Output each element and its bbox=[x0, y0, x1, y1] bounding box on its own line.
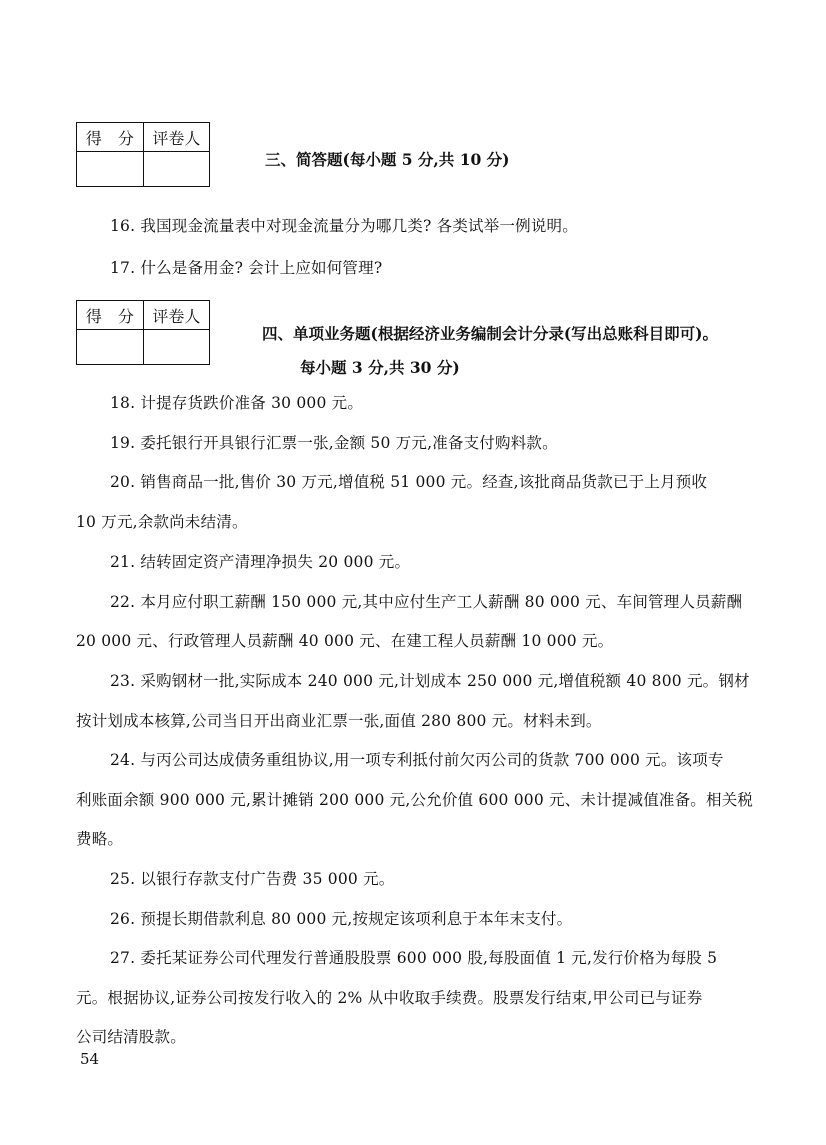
score-header: 得 分 bbox=[77, 123, 144, 152]
score-box bbox=[76, 300, 210, 365]
question-16: 16. 我国现金流量表中对现金流量分为哪几类? 各类试举一例说明。 bbox=[110, 217, 578, 235]
question-27: 27. 委托某证券公司代理发行普通股股票 600 000 股,每股面值 1 元,发行价格为每股 5 bbox=[110, 949, 718, 967]
page-number: 54 bbox=[80, 1050, 100, 1068]
section-3-title: 三、简答题(每小题 5 分,共 10 分) bbox=[265, 150, 510, 169]
section-4-title-cont: 每小题 3 分,共 30 分) bbox=[300, 358, 460, 377]
score-header: 得 分 bbox=[77, 301, 144, 330]
grader-header: 评卷人 bbox=[143, 123, 209, 152]
question-24: 24. 与丙公司达成债务重组协议,用一项专利抵付前欠丙公司的货款 700 000 元。该项专 bbox=[110, 751, 724, 769]
question-19: 19. 委托银行开具银行汇票一张,金额 50 万元,准备支付购料款。 bbox=[110, 434, 558, 452]
question-22: 22. 本月应付职工薪酬 150 000 元,其中应付生产工人薪酬 80 000 元、车间管理人员薪酬 bbox=[110, 593, 743, 611]
question-21: 21. 结转固定资产清理净损失 20 000 元。 bbox=[110, 553, 411, 571]
question-26: 26. 预提长期借款利息 80 000 元,按规定该项利息于本年末支付。 bbox=[110, 910, 573, 928]
question-22-cont: 20 000 元、行政管理人员薪酬 40 000 元、在建工程人员薪酬 10 000 元。 bbox=[76, 632, 614, 650]
question-24-cont2: 费略。 bbox=[76, 830, 124, 848]
question-20-cont: 10 万元,余款尚未结清。 bbox=[76, 513, 248, 531]
question-23: 23. 采购钢材一批,实际成本 240 000 元,计划成本 250 000 元,增值税额 40 800 元。钢材 bbox=[110, 672, 750, 690]
question-20: 20. 销售商品一批,售价 30 万元,增值税 51 000 元。经查,该批商品货款已于上月预收 bbox=[110, 473, 708, 491]
score-box bbox=[76, 122, 210, 187]
grader-cell bbox=[143, 152, 209, 187]
question-18: 18. 计提存货跌价准备 30 000 元。 bbox=[110, 394, 364, 412]
question-27-cont: 元。根据协议,证券公司按发行收入的 2% 从中收取手续费。股票发行结束,甲公司已与证券 bbox=[76, 989, 703, 1007]
grader-header: 评卷人 bbox=[143, 301, 209, 330]
question-27-cont2: 公司结清股款。 bbox=[76, 1028, 186, 1046]
score-cell bbox=[77, 330, 144, 365]
question-24-cont: 利账面余额 900 000 元,累计摊销 200 000 元,公允价值 600 000 元、未计提减值准备。相关税 bbox=[76, 791, 754, 809]
question-17: 17. 什么是备用金? 会计上应如何管理? bbox=[110, 259, 383, 277]
grader-cell bbox=[143, 330, 209, 365]
score-cell bbox=[77, 152, 144, 187]
question-23-cont: 按计划成本核算,公司当日开出商业汇票一张,面值 280 800 元。材料未到。 bbox=[76, 712, 602, 730]
question-25: 25. 以银行存款支付广告费 35 000 元。 bbox=[110, 870, 395, 888]
section-4-title: 四、单项业务题(根据经济业务编制会计分录(写出总账科目即可)。 bbox=[262, 324, 719, 343]
